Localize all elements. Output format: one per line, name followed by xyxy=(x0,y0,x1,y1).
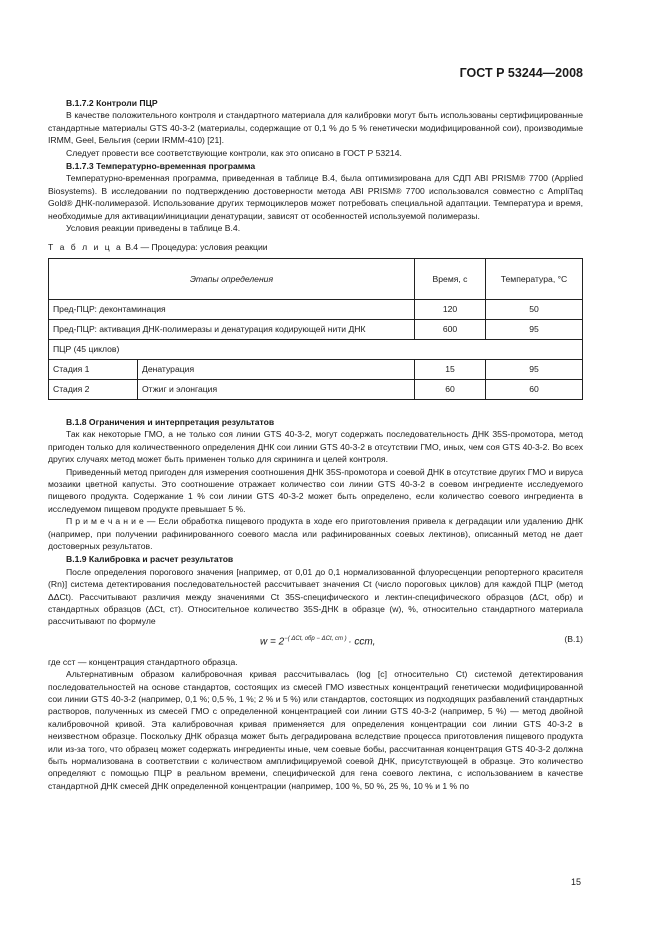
table-cell: Стадия 1 xyxy=(49,359,138,379)
table-cell: 95 xyxy=(486,319,583,339)
note-label: П р и м е ч а н и е — xyxy=(66,516,156,527)
table-cell: 120 xyxy=(415,299,486,319)
table-header-temp: Температура, °С xyxy=(486,258,583,299)
section-title-b173: В.1.7.3 Температурно-временная программа xyxy=(66,161,256,172)
formula-b1 xyxy=(48,630,583,652)
formula-tail: · cст, xyxy=(348,636,376,648)
table-cell: 15 xyxy=(415,359,486,379)
paragraph: Альтернативным образом калибровочная кривая рассчитывалась (log [c] относительно Ct) системой детектирования последовательностей на основе стандартов, состоящих из смесей ГМО известных концентраций генетически модифицированной сои линии GTS 40-3-2 (например, 0,1 %; 0,5 %, 1 %; 2 % и 5 %) или стандартов, состоящих из подходящих разбавлений стандартных растворов, полученных из смесей ГМО с определенной концентрацией сои линии GTS 40-3-2 (например, 5 %) — метод двойной калибровочной кривой. Эта калибровочная кривая применяется для определения концентрации сои линии GTS 40-3-2 в неизвестном образце. Поскольку ДНК образца может быть деградирована вследствие процесса приготовления пищевого продукта или из-за того, что образец может содержать ингредиенты иные, чем соевые бобы, рассчитанная концентрация GTS 40-3-2 должна быть нормализована в соответствии с количеством амплифицируемой соевой ДНК, присутствующей в образце. Это количество определяют с помощью ПЦР в реальном времени, специфической для гена соевого лектина, с использованием в качестве стандартной ДНК смесей ДНК определенной концентрации (например, 100 %, 50 %, 25 %, 10 % и 1 % по xyxy=(48,669,583,791)
table-cell: Стадия 2 xyxy=(49,379,138,399)
table-caption-label: Т а б л и ц а xyxy=(48,242,123,253)
document-body xyxy=(48,96,583,792)
table-row xyxy=(49,319,583,339)
table-cell: Пред-ПЦР: деконтаминация xyxy=(49,299,415,319)
paragraph: В качестве положительного контроля и стандартного материала для калибровки могут быть использованы сертифицированные стандартные материалы GTS 40-3-2 (материалы, содержащие от 0,1 % до 5 % генетически модифицированной сои), производимые IRMM, Geel, Бельгия (серии IRMM-410) [21]. xyxy=(48,110,583,146)
page-number: 15 xyxy=(570,877,581,887)
table-cell: Пред-ПЦР: активация ДНК-полимеразы и денатурация кодирующей нити ДНК xyxy=(49,319,415,339)
table-caption xyxy=(48,241,583,253)
table-header-row xyxy=(49,258,583,299)
note xyxy=(48,515,583,552)
table-row xyxy=(49,359,583,379)
table-row xyxy=(49,379,583,399)
table-row xyxy=(49,339,583,359)
paragraph: Приведенный метод пригоден для измерения соотношения ДНК 35S-промотора и соевой ДНК в отсутствие других ГМО и вируса мозаики цветной капусты. Это соотношение отражает количество сои линии GTS 40-3-2 в соевом ингредиенте исследуемого пищевого продукта. Содержание 1 % сои линии GTS 40-3-2 может быть определено, если количество соевого ингредиента в исследуемом пищевом продукте превышает 5 %. xyxy=(48,466,583,514)
table-cell: 60 xyxy=(415,379,486,399)
note-text: Если обработка пищевого продукта в ходе его приготовления привела к деградации или удалению ДНК (например, при получении рафинированного соевого масла или рафинированных соевых лектинов), описанный метод не дает достоверных результатов. xyxy=(48,516,583,551)
paragraph: Так как некоторые ГМО, а не только соя линии GTS 40-3-2, могут содержать последовательность ДНК 35S-промотора, метод пригоден только для количественного определения ДНК сои линии GTS 40-3-2 в отсутствии ГМО, иных, чем соя GTS 40-3-2. Во всех других случаях метод может быть применен только для скрининга и целей контроля. xyxy=(48,429,583,465)
table-cell: Денатурация xyxy=(138,359,415,379)
document-header: ГОСТ Р 53244—2008 xyxy=(459,66,583,80)
table-cell: 60 xyxy=(486,379,583,399)
table-header-stages: Этапы определения xyxy=(49,258,415,299)
formula-exponent: −( ΔCt, обр − ΔCt, ст ) xyxy=(284,635,349,642)
paragraph: Температурно-временная программа, приведенная в таблице В.4, была оптимизирована для СДП ABI PRISM® 7700 (Applied Biosystems). В исследовании по подтверждению достоверности метода ABI PRISM® 7700 использовался совместно с AmpliTaq Gold® ДНК-полимеразой. Использование других термоциклеров может потребовать специальной адаптации. Температура и время, необходимые для активации/инициации денатурации, зависят от особенностей используемой полимеразы. xyxy=(48,173,583,221)
reaction-conditions-table xyxy=(48,258,583,400)
table-cell: Отжиг и элонгация xyxy=(138,379,415,399)
formula-number: (В.1) xyxy=(564,633,583,644)
section-title-b19: В.1.9 Калибровка и расчет результатов xyxy=(66,554,234,565)
table-cell: 95 xyxy=(486,359,583,379)
table-header-time: Время, с xyxy=(415,258,486,299)
table-cell: 600 xyxy=(415,319,486,339)
formula-base: w = 2 xyxy=(260,636,285,648)
section-title-b172: В.1.7.2 Контроли ПЦР xyxy=(66,98,158,108)
table-caption-text: В.4 — Процедура: условия реакции xyxy=(125,242,268,253)
formula-expression xyxy=(260,633,375,649)
section-title-b18: В.1.8 Ограничения и интерпретация результатов xyxy=(66,416,275,427)
table-row xyxy=(49,299,583,319)
table-cell: 50 xyxy=(486,299,583,319)
table-cell: ПЦР (45 циклов) xyxy=(49,339,583,359)
paragraph: После определения порогового значения [например, от 0,01 до 0,1 нормализованной флуоресценции репортерного красителя (Rn)] система детектирования последовательностей рассчитывает значения Ct (число пороговых циклов) для каждой ПЦР (метод ΔΔCt). Рассчитывают различия между значениями Ct 35S-специфического и лектин-специфического образцов (ΔCt, обр) и стандартных образцов (ΔCt, ст). Относительное количество 35S-ДНК в образце (w), %, относительно стандартного материала рассчитывают по формуле xyxy=(48,566,583,627)
paragraph: Следует провести все соответствующие контроли, как это описано в ГОСТ Р 53214. xyxy=(66,147,402,158)
paragraph: где cст — концентрация стандартного образца. xyxy=(48,656,238,667)
paragraph: Условия реакции приведены в таблице В.4. xyxy=(66,223,241,234)
